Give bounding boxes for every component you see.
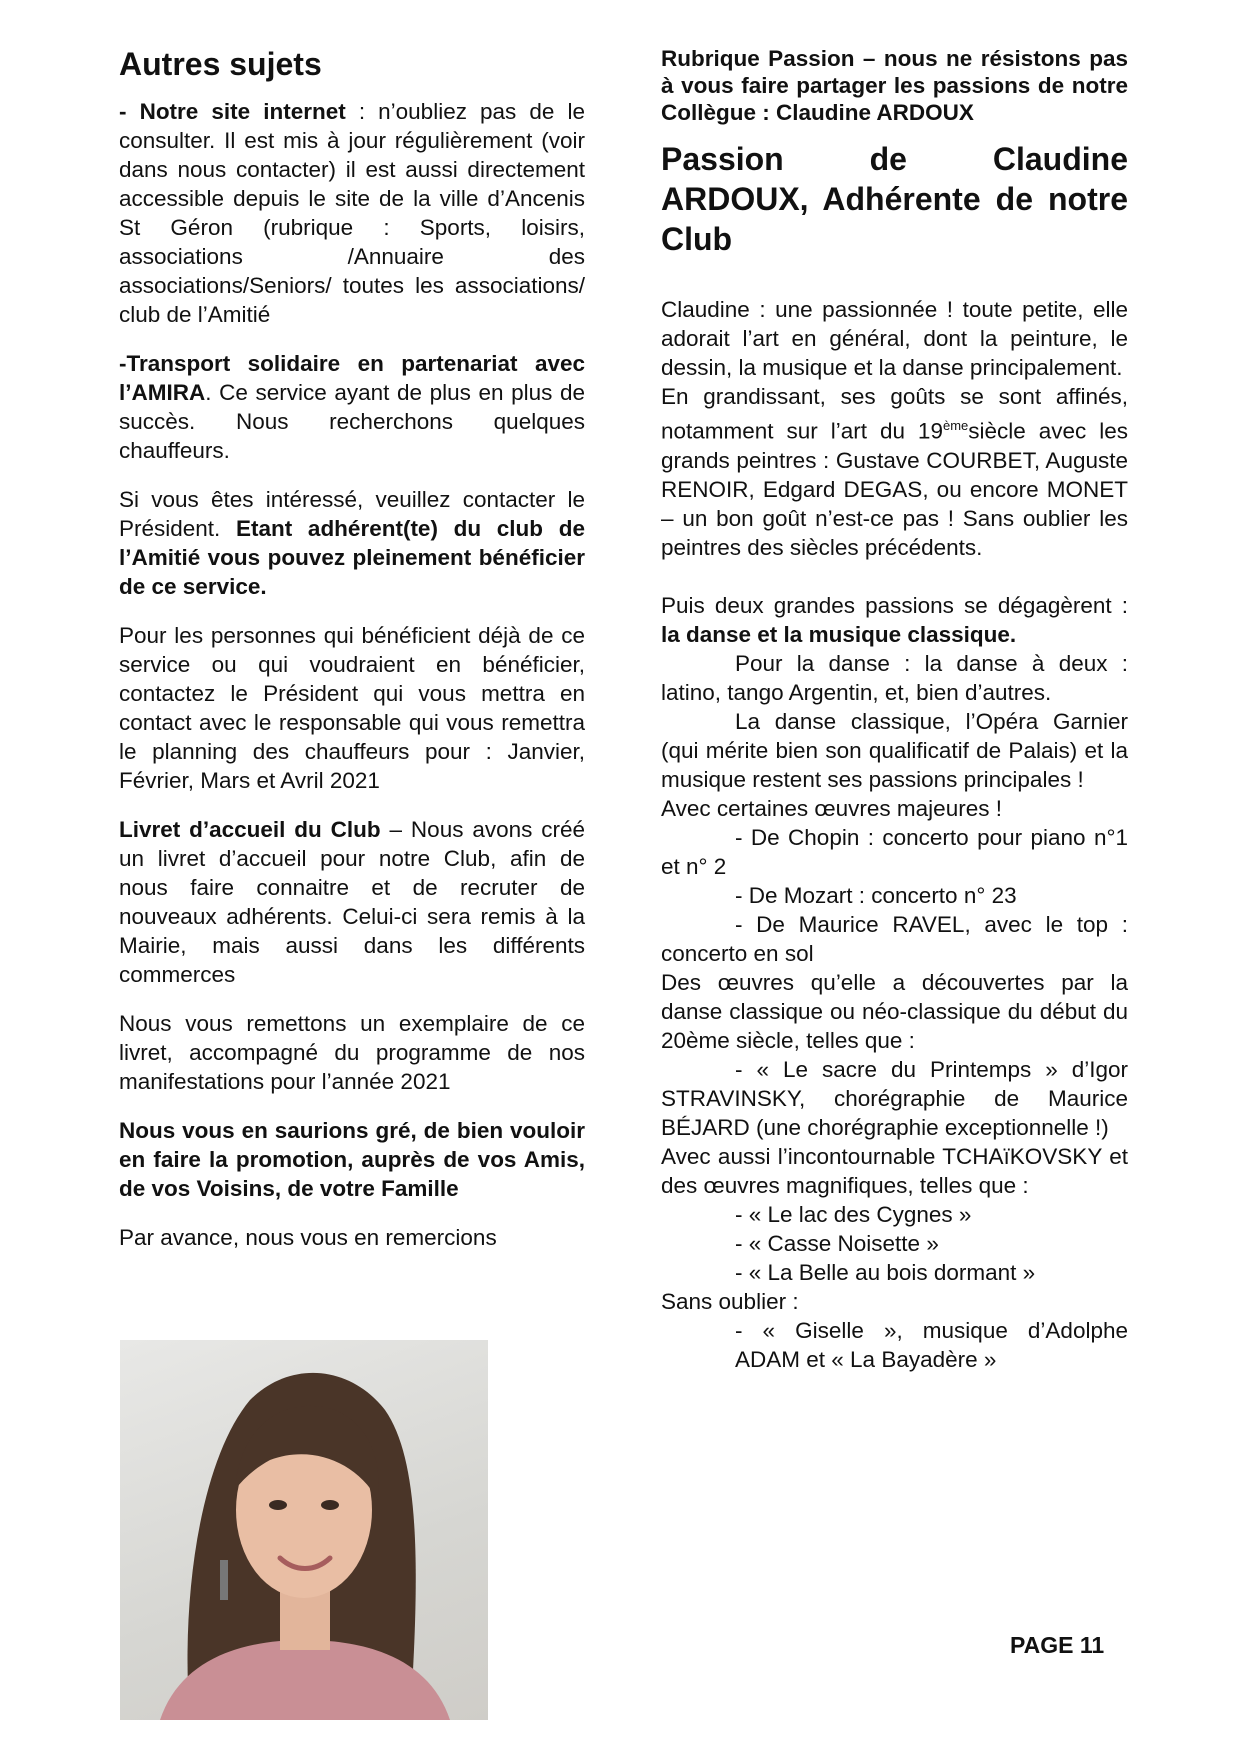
left-column	[119, 0, 585, 1252]
passions-paragraph	[661, 591, 1128, 649]
oeuvres-line: Avec certaines œuvres majeures !	[661, 795, 1002, 821]
page-number: PAGE 11	[1010, 1632, 1105, 1658]
site-label: - Notre site internet	[119, 99, 346, 124]
danse-deux: Pour la danse : la danse à deux : latino, tango Argentin, et, bien d’autres.	[661, 650, 1128, 705]
site-text: : n’oubliez pas de le consulter. Il est mis à jour régulièrement (voir dans nous contacter) il est aussi directement accessible depuis le site de la ville d’Ancenis St Géron (rubrique : Sports, loisirs, associations /Annuaire des associations/Seniors/ toutes les associations/ club de l’Amitié	[119, 99, 585, 327]
mozart-item: - De Mozart : concerto n° 23	[735, 882, 1017, 908]
passions-text: Puis deux grandes passions se dégagèrent :	[661, 592, 1128, 618]
transport-label: -Transport solidaire en partenariat avec l’AMIRA	[119, 351, 585, 405]
transport-text: . Ce service ayant de plus en plus de succès. Nous recherchons quelques chauffeurs.	[119, 380, 585, 463]
grandissant-text-a: En grandissant, ses goûts se sont affinés, notamment sur l’art du 19	[661, 384, 1128, 444]
superscript-eme: ème	[942, 418, 969, 433]
interested-paragraph	[119, 485, 585, 601]
giselle-item: - « Giselle », musique d’Adolphe ADAM et « La Bayadère »	[735, 1317, 1128, 1372]
remettons-paragraph: Nous vous remettons un exemplaire de ce livret, accompagné du programme de nos manifestations pour l’année 2021	[119, 1011, 585, 1094]
grandissant-paragraph	[661, 382, 1128, 562]
portrait-photo	[120, 1340, 488, 1720]
persons-paragraph: Pour les personnes qui bénéficient déjà de ce service ou qui voudraient en bénéficier, contactez le Président qui vous mettra en contact avec le responsable qui vous remettra le planning des chauffeurs pour : Janvier, Février, Mars et Avril 2021	[119, 623, 585, 793]
livret-paragraph	[119, 815, 585, 989]
sans-oublier-line: Sans oublier :	[661, 1288, 799, 1314]
intro-paragraph: Claudine : une passionnée ! toute petite, elle adorait l’art en général, dont la peinture, le dessin, la musique et la danse principalement.	[661, 297, 1128, 380]
casse-item: - « Casse Noisette »	[735, 1230, 939, 1256]
transport-paragraph	[119, 349, 585, 465]
sacre-item: - « Le sacre du Printemps » d’Igor STRAVINSKY, chorégraphie de Maurice BÉJARD (une chorégraphie exceptionnelle !)	[661, 1056, 1128, 1140]
livret-label: Livret d’accueil du Club	[119, 817, 381, 842]
section-title: Autres sujets	[119, 46, 322, 82]
chopin-item: - De Chopin : concerto pour piano n°1 et n° 2	[661, 824, 1128, 879]
portrait-illustration	[120, 1340, 488, 1720]
right-column	[661, 0, 1128, 1374]
ravel-item: - De Maurice RAVEL, avec le top : concerto en sol	[661, 911, 1128, 966]
rubrique-intro: Rubrique Passion – nous ne résistons pas à vous faire partager les passions de notre Collègue : Claudine ARDOUX	[661, 46, 1128, 125]
interested-bold: Etant adhérent(te) du club de l’Amitié vous pouvez pleinement bénéficier de ce service.	[119, 516, 585, 599]
article-title: Passion de Claudine ARDOUX, Adhérente de notre Club	[661, 141, 1128, 257]
interested-text: Si vous êtes intéressé, veuillez contacter le Président.	[119, 487, 585, 541]
grandissant-text-b: siècle avec les grands peintres : Gustave COURBET, Auguste RENOIR, Edgard DEGAS, ou encore MONET – un bon goût n’est-ce pas ! Sans oublier les peintres des siècles précédents.	[661, 418, 1128, 560]
decouvertes-paragraph: Des œuvres qu’elle a découvertes par la danse classique ou néo-classique du début du 20ème siècle, telles que :	[661, 969, 1128, 1053]
belle-item: - « La Belle au bois dormant »	[735, 1259, 1036, 1285]
tchaikovsky-paragraph: Avec aussi l’incontournable TCHAïKOVSKY et des œuvres magnifiques, telles que :	[661, 1143, 1128, 1198]
cygnes-item: - « Le lac des Cygnes »	[735, 1201, 972, 1227]
thanks-paragraph: Par avance, nous vous en remercions	[119, 1225, 497, 1250]
livret-text: – Nous avons créé un livret d’accueil pour notre Club, afin de nous faire connaitre et de recruter de nouveaux adhérents. Celui-ci sera remis à la Mairie, mais aussi dans les différents commerces	[119, 817, 586, 987]
passions-bold: la danse et la musique classique.	[661, 621, 1017, 647]
promotion-paragraph: Nous vous en saurions gré, de bien vouloir en faire la promotion, auprès de vos Amis, de vos Voisins, de votre Famille	[119, 1118, 585, 1201]
site-paragraph	[119, 97, 585, 329]
danse-classique: La danse classique, l’Opéra Garnier (qui mérite bien son qualificatif de Palais) et la musique restent ses passions principales !	[661, 708, 1128, 792]
